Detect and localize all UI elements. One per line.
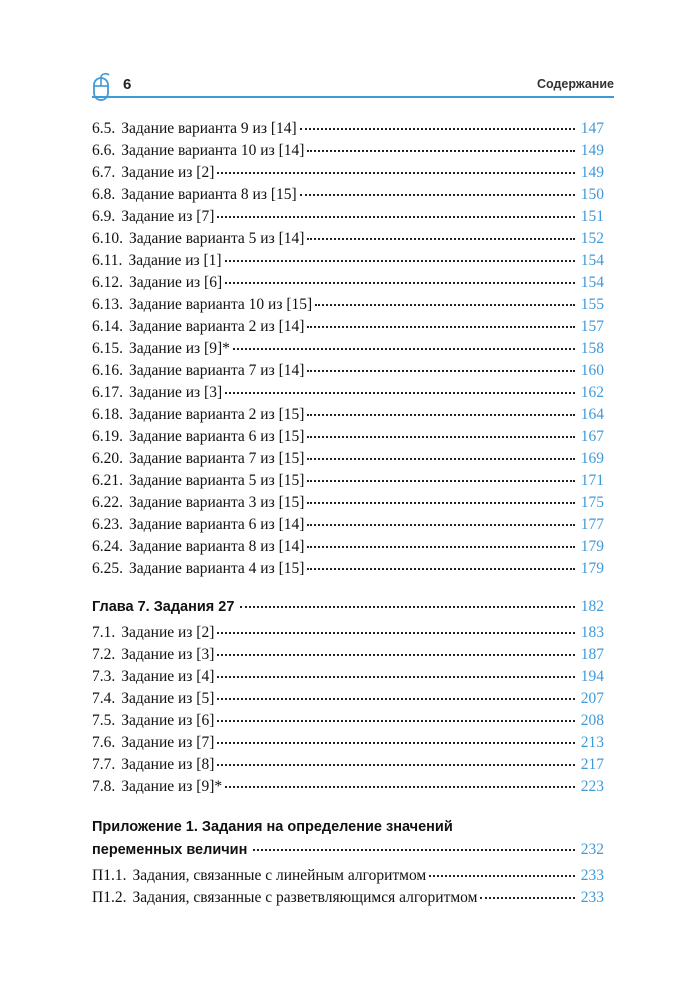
- toc-entry[interactable]: [92, 688, 604, 710]
- toc-entry-page[interactable]: 158: [580, 340, 604, 357]
- toc-entry-page[interactable]: 187: [580, 646, 604, 663]
- toc-entry-title: Задание из [9]*: [129, 340, 230, 357]
- chapter-title: Глава 7. Задания 27: [92, 599, 235, 615]
- toc-entry-title: Задания, связанные с разветвляющимся алгоритмом: [132, 889, 478, 906]
- toc-entry-title: Задание варианта 7 из [15]: [129, 450, 305, 467]
- toc-entry-page[interactable]: 194: [580, 668, 604, 685]
- toc-entry[interactable]: [92, 492, 604, 514]
- toc-entry-page[interactable]: 233: [580, 889, 604, 906]
- toc-entry-title: Задание из [2]: [121, 164, 215, 181]
- toc-entry[interactable]: [92, 206, 604, 228]
- dot-leader: [225, 391, 575, 394]
- toc-entry-number: 6.20.: [92, 450, 123, 467]
- toc-entry-page[interactable]: 151: [580, 208, 604, 225]
- dot-leader: [429, 874, 575, 877]
- toc-entry-page[interactable]: 207: [580, 690, 604, 707]
- toc-entry-page[interactable]: 177: [580, 516, 604, 533]
- dot-leader: [217, 215, 575, 218]
- page-header: [92, 62, 614, 100]
- toc-entry[interactable]: [92, 338, 604, 360]
- toc-entry-number: 7.2.: [92, 646, 116, 663]
- dot-leader: [307, 435, 575, 438]
- dot-leader: [480, 896, 575, 899]
- toc-entry-number: 6.10.: [92, 230, 123, 247]
- toc-entry-title: Задание из [6]: [129, 274, 223, 291]
- toc-entry[interactable]: [92, 140, 604, 162]
- toc-entry-page[interactable]: 157: [580, 318, 604, 335]
- page-number: 6: [123, 76, 132, 93]
- toc-entry-page[interactable]: 175: [580, 494, 604, 511]
- toc-entry-page[interactable]: 149: [580, 164, 604, 181]
- toc-entry[interactable]: [92, 536, 604, 558]
- toc-entry-number: 6.18.: [92, 406, 123, 423]
- chapter-page[interactable]: 182: [580, 598, 604, 615]
- toc-entry-title: Задание варианта 6 из [14]: [129, 516, 305, 533]
- toc-entry[interactable]: [92, 710, 604, 732]
- dot-leader: [307, 149, 575, 152]
- toc-entry-page[interactable]: 152: [580, 230, 604, 247]
- toc-entry-number: 6.12.: [92, 274, 123, 291]
- toc-entry[interactable]: [92, 228, 604, 250]
- dot-leader: [217, 631, 575, 634]
- dot-leader: [300, 193, 575, 196]
- toc-entry-page[interactable]: 164: [580, 406, 604, 423]
- toc-entry-page[interactable]: 171: [580, 472, 604, 489]
- toc-entry-page[interactable]: 147: [580, 120, 604, 137]
- toc-entry-title: Задание варианта 2 из [15]: [129, 406, 305, 423]
- toc-entry[interactable]: [92, 754, 604, 776]
- toc-entry[interactable]: [92, 644, 604, 666]
- appendix-page[interactable]: 232: [580, 841, 604, 858]
- toc-entry-page[interactable]: 208: [580, 712, 604, 729]
- toc-entry-title: Задание варианта 7 из [14]: [129, 362, 305, 379]
- toc-entry-page[interactable]: 213: [580, 734, 604, 751]
- toc-entry-page[interactable]: 154: [580, 274, 604, 291]
- toc-entry-number: 6.14.: [92, 318, 123, 335]
- toc-entry-title: Задание из [2]: [121, 624, 215, 641]
- dot-leader: [307, 523, 575, 526]
- toc-entry-number: 7.1.: [92, 624, 116, 641]
- dot-leader: [307, 501, 575, 504]
- dot-leader: [315, 303, 575, 306]
- dot-leader: [225, 281, 575, 284]
- dot-leader: [240, 605, 575, 608]
- toc-entry-number: 7.8.: [92, 778, 116, 795]
- toc-entry-title: Задание варианта 5 из [15]: [129, 472, 305, 489]
- dot-leader: [217, 697, 575, 700]
- toc-entry-title: Задание варианта 4 из [15]: [129, 560, 305, 577]
- toc-entry-page[interactable]: 179: [580, 538, 604, 555]
- toc-entry-title: Задание варианта 9 из [14]: [121, 120, 297, 137]
- toc-entry-number: 7.7.: [92, 756, 116, 773]
- dot-leader: [307, 413, 575, 416]
- toc-entry-title: Задание варианта 8 из [15]: [121, 186, 297, 203]
- toc-entry-page[interactable]: 155: [580, 296, 604, 313]
- toc-entry-title: Задание из [1]: [128, 252, 222, 269]
- dot-leader: [307, 567, 575, 570]
- dot-leader: [307, 237, 575, 240]
- toc-entry-number: 6.23.: [92, 516, 123, 533]
- dot-leader: [307, 457, 575, 460]
- dot-leader: [307, 369, 575, 372]
- toc-entry-title: Задание из [3]: [121, 646, 215, 663]
- toc-entry-number: 6.19.: [92, 428, 123, 445]
- toc-entry[interactable]: [92, 118, 604, 140]
- toc-entry-title: Задание из [4]: [121, 668, 215, 685]
- toc-entry-number: 6.24.: [92, 538, 123, 555]
- toc-entry-page[interactable]: 162: [580, 384, 604, 401]
- toc-entry-title: Задание варианта 10 из [15]: [129, 296, 313, 313]
- toc-entry-number: 7.3.: [92, 668, 116, 685]
- toc-entry-page[interactable]: 160: [580, 362, 604, 379]
- toc-entry[interactable]: [92, 887, 604, 909]
- toc-entry[interactable]: [92, 404, 604, 426]
- toc-entry-number: 6.6.: [92, 142, 116, 159]
- toc-entry-title: Задание варианта 10 из [14]: [121, 142, 305, 159]
- toc-entry-page[interactable]: 179: [580, 560, 604, 577]
- toc-entry-page[interactable]: 217: [580, 756, 604, 773]
- dot-leader: [217, 171, 575, 174]
- toc-entry-page[interactable]: 233: [580, 867, 604, 884]
- toc-entry-page[interactable]: 154: [580, 252, 604, 269]
- dot-leader: [253, 848, 575, 851]
- toc-entry-number: 6.13.: [92, 296, 123, 313]
- toc-entry-title: Задание варианта 6 из [15]: [129, 428, 305, 445]
- toc-entry-page[interactable]: 169: [580, 450, 604, 467]
- toc-entry-number: 6.7.: [92, 164, 116, 181]
- dot-leader: [217, 653, 575, 656]
- toc-entry[interactable]: [92, 776, 604, 798]
- toc-entry-title: Задание из [5]: [121, 690, 215, 707]
- dot-leader: [225, 259, 575, 262]
- dot-leader: [233, 347, 575, 350]
- dot-leader: [307, 479, 575, 482]
- toc-entry-title: Задания, связанные с линейным алгоритмом: [132, 867, 427, 884]
- toc-entry-title: Задание варианта 8 из [14]: [129, 538, 305, 555]
- toc-entry[interactable]: [92, 426, 604, 448]
- toc-entry[interactable]: [92, 732, 604, 754]
- dot-leader: [225, 785, 575, 788]
- running-head: Содержание: [536, 77, 614, 91]
- dot-leader: [217, 763, 575, 766]
- toc-entry[interactable]: [92, 558, 604, 580]
- toc-entry-title: Задание варианта 5 из [14]: [129, 230, 305, 247]
- toc-entry-number: 7.6.: [92, 734, 116, 751]
- toc-entry[interactable]: [92, 272, 604, 294]
- toc-entry-number: 6.25.: [92, 560, 123, 577]
- toc-entry-title: Задание варианта 3 из [15]: [129, 494, 305, 511]
- toc-entry[interactable]: [92, 382, 604, 404]
- dot-leader: [217, 741, 575, 744]
- toc-entry-title: Задание из [6]: [121, 712, 215, 729]
- chapter-7-entry[interactable]: [92, 596, 604, 618]
- appendix-1-entry[interactable]: [92, 839, 604, 861]
- toc-entry[interactable]: [92, 184, 604, 206]
- toc-entry-number: 6.5.: [92, 120, 116, 137]
- toc-entry-number: 6.17.: [92, 384, 123, 401]
- toc-entry[interactable]: [92, 622, 604, 644]
- toc-entry-page[interactable]: 150: [580, 186, 604, 203]
- toc-entry-page[interactable]: 167: [580, 428, 604, 445]
- toc-entry-number: 6.22.: [92, 494, 123, 511]
- spacer: [92, 798, 604, 816]
- appendix-title-line-2: переменных величин: [92, 842, 248, 858]
- toc-entry-page[interactable]: 223: [580, 778, 604, 795]
- toc-entry-title: Задание из [7]: [121, 734, 215, 751]
- toc-entry[interactable]: [92, 162, 604, 184]
- toc-entry-page[interactable]: 149: [580, 142, 604, 159]
- toc-entry[interactable]: [92, 865, 604, 887]
- toc-entry-page[interactable]: 183: [580, 624, 604, 641]
- toc-entry-number: 7.4.: [92, 690, 116, 707]
- toc-entry[interactable]: [92, 470, 604, 492]
- toc-entry[interactable]: [92, 448, 604, 470]
- toc-entry-title: Задание из [3]: [129, 384, 223, 401]
- toc-entry-number: 6.15.: [92, 340, 123, 357]
- toc-entry-title: Задание варианта 2 из [14]: [129, 318, 305, 335]
- toc-entry[interactable]: [92, 514, 604, 536]
- appendix-title-line-1[interactable]: Приложение 1. Задания на определение значений: [92, 819, 453, 835]
- toc-entry[interactable]: [92, 294, 604, 316]
- toc-entry-number: П1.1.: [92, 867, 127, 884]
- dot-leader: [217, 675, 575, 678]
- header-rule: [92, 96, 614, 98]
- toc-entry-number: 6.11.: [92, 252, 123, 269]
- table-of-contents: [92, 118, 604, 909]
- toc-entry-number: 6.21.: [92, 472, 123, 489]
- toc-entry-number: 6.8.: [92, 186, 116, 203]
- dot-leader: [307, 545, 575, 548]
- toc-entry-title: Задание из [7]: [121, 208, 215, 225]
- dot-leader: [300, 127, 575, 130]
- dot-leader: [307, 325, 575, 328]
- toc-entry-number: 6.9.: [92, 208, 116, 225]
- spacer: [92, 580, 604, 596]
- toc-entry-number: П1.2.: [92, 889, 127, 906]
- toc-entry[interactable]: [92, 360, 604, 382]
- toc-entry[interactable]: [92, 250, 604, 272]
- toc-entry-number: 7.5.: [92, 712, 116, 729]
- toc-entry-number: 6.16.: [92, 362, 123, 379]
- toc-entry[interactable]: [92, 316, 604, 338]
- dot-leader: [217, 719, 575, 722]
- toc-entry[interactable]: [92, 666, 604, 688]
- toc-entry-title: Задание из [9]*: [121, 778, 223, 795]
- toc-entry-title: Задание из [8]: [121, 756, 215, 773]
